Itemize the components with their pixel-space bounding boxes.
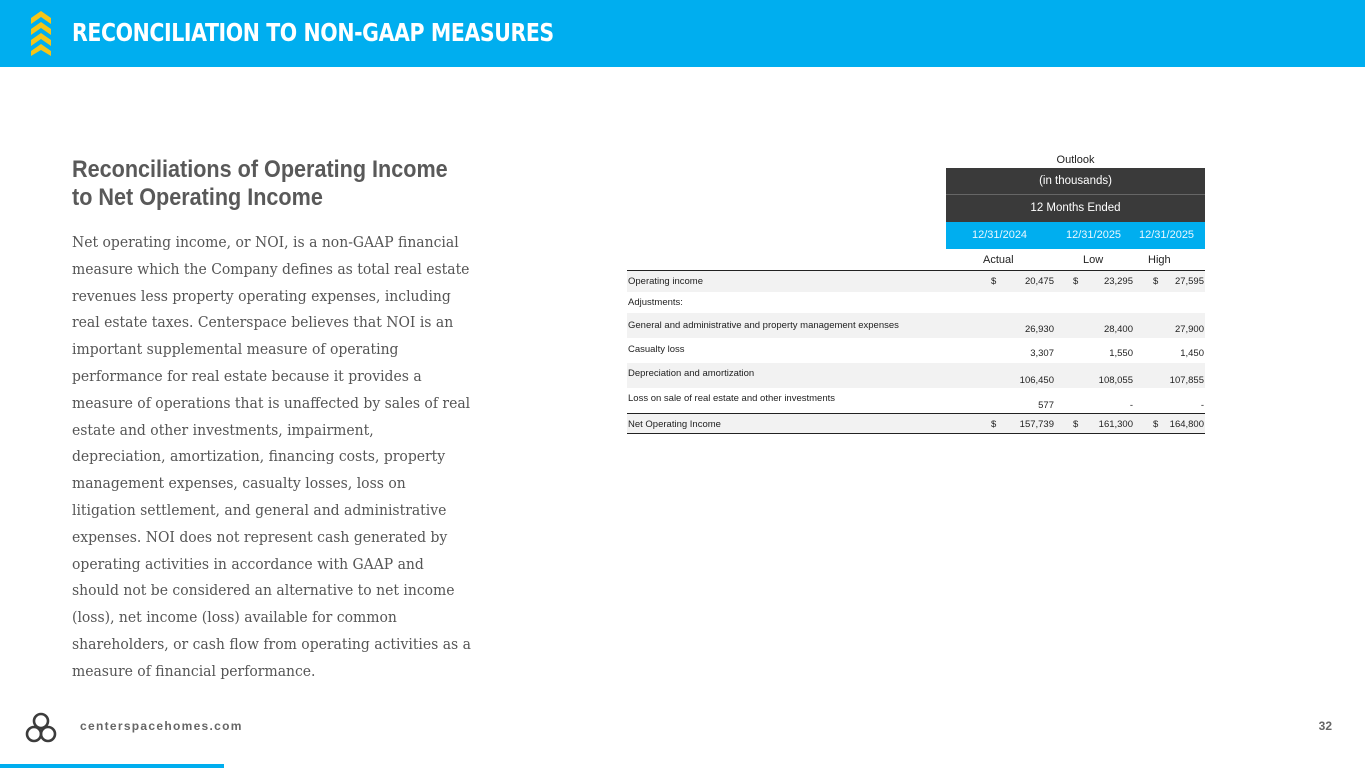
body-line: should not be considered an alternative to net income <box>72 581 455 600</box>
cell-value: 27,595 <box>1174 276 1204 287</box>
centerspace-logo-icon <box>25 712 57 744</box>
column-headers <box>946 249 1205 271</box>
currency-symbol: $ <box>991 276 997 287</box>
table-row <box>627 313 1205 338</box>
table-body <box>627 270 1205 434</box>
row-label: Adjustments: <box>628 297 683 308</box>
footer-accent-bar <box>0 764 224 768</box>
cell-value: 107,855 <box>1169 375 1204 386</box>
cell-value: - <box>1200 400 1204 411</box>
table-row <box>627 338 1205 363</box>
section-heading-line: to Net Operating Income <box>72 184 323 211</box>
body-line: management expenses, casualty losses, loss on <box>72 474 406 493</box>
cell-value: 577 <box>1038 400 1054 411</box>
body-line: shareholders, or cash flow from operating activities as a <box>72 634 471 653</box>
body-line: performance for real estate because it provides a <box>72 366 422 385</box>
row-label: Casualty loss <box>628 344 685 355</box>
cell-value: 1,550 <box>1109 348 1133 359</box>
table-row <box>627 388 1205 413</box>
row-label: Loss on sale of real estate and other investments <box>628 393 836 404</box>
body-line: revenues less property operating expenses, including <box>72 286 451 305</box>
footer-url: centerspacehomes.com <box>80 719 243 733</box>
table-row <box>627 413 1205 434</box>
currency-symbol: $ <box>991 419 997 430</box>
table-row <box>627 363 1205 388</box>
body-line: measure of financial performance. <box>72 661 316 680</box>
outlook-label: Outlook <box>1056 154 1095 166</box>
period-band: 12 Months Ended <box>946 195 1205 222</box>
body-line: (loss), net income (loss) available for common <box>72 608 397 627</box>
cell-value: 164,800 <box>1169 419 1204 430</box>
cell-value: 157,739 <box>1019 419 1054 430</box>
units-band: (in thousands) <box>946 168 1205 195</box>
currency-symbol: $ <box>1073 276 1079 287</box>
date-header: 12/31/2024 <box>972 229 1028 241</box>
body-line: litigation settlement, and general and administrative <box>72 500 447 519</box>
body-line: real estate taxes. Centerspace believes that NOI is an <box>72 313 454 332</box>
body-line: estate and other investments, impairment, <box>72 420 374 439</box>
body-paragraph <box>72 229 471 685</box>
cell-value: 161,300 <box>1098 419 1133 430</box>
cell-value: 108,055 <box>1098 375 1133 386</box>
cell-value: 20,475 <box>1024 276 1054 287</box>
section-heading-line: Reconciliations of Operating Income <box>72 156 448 183</box>
cell-value: 27,900 <box>1174 324 1204 335</box>
body-line: measure which the Company defines as total real estate <box>72 259 470 278</box>
chevron-stack-icon <box>28 10 54 56</box>
date-header: 12/31/2025 <box>1139 229 1195 241</box>
currency-symbol: $ <box>1153 276 1159 287</box>
cell-value: 23,295 <box>1103 276 1133 287</box>
body-line: operating activities in accordance with GAAP and <box>72 554 424 573</box>
cell-value: 28,400 <box>1103 324 1133 335</box>
row-label: Operating income <box>628 276 703 287</box>
table-row <box>627 271 1205 292</box>
cell-value: 106,450 <box>1019 375 1054 386</box>
cell-value: - <box>1129 400 1133 411</box>
body-line: expenses. NOI does not represent cash generated by <box>72 527 448 546</box>
body-line: depreciation, amortization, financing costs, property <box>72 447 446 466</box>
page-number: 32 <box>1318 719 1332 733</box>
body-line: measure of operations that is unaffected by sales of real <box>72 393 471 412</box>
currency-symbol: $ <box>1073 419 1079 430</box>
column-header: High <box>1148 254 1171 266</box>
dates-band <box>946 222 1205 249</box>
row-label: Depreciation and amortization <box>628 368 755 379</box>
table-row <box>627 292 1205 313</box>
column-header: Actual <box>983 254 1014 266</box>
cell-value: 26,930 <box>1024 324 1054 335</box>
currency-symbol: $ <box>1153 419 1159 430</box>
body-line: Net operating income, or NOI, is a non-GAAP financial <box>72 233 459 251</box>
section-heading <box>72 156 448 212</box>
row-label: Net Operating Income <box>628 419 721 430</box>
body-line: important supplemental measure of operating <box>72 340 399 359</box>
row-label: General and administrative and property management expenses <box>628 320 899 331</box>
page-title: RECONCILIATION TO NON-GAAP MEASURES <box>72 18 554 47</box>
header-bar <box>0 0 1365 67</box>
column-header: Low <box>1083 254 1104 266</box>
cell-value: 1,450 <box>1180 348 1204 359</box>
cell-value: 3,307 <box>1030 348 1054 359</box>
date-header: 12/31/2025 <box>1066 229 1122 241</box>
